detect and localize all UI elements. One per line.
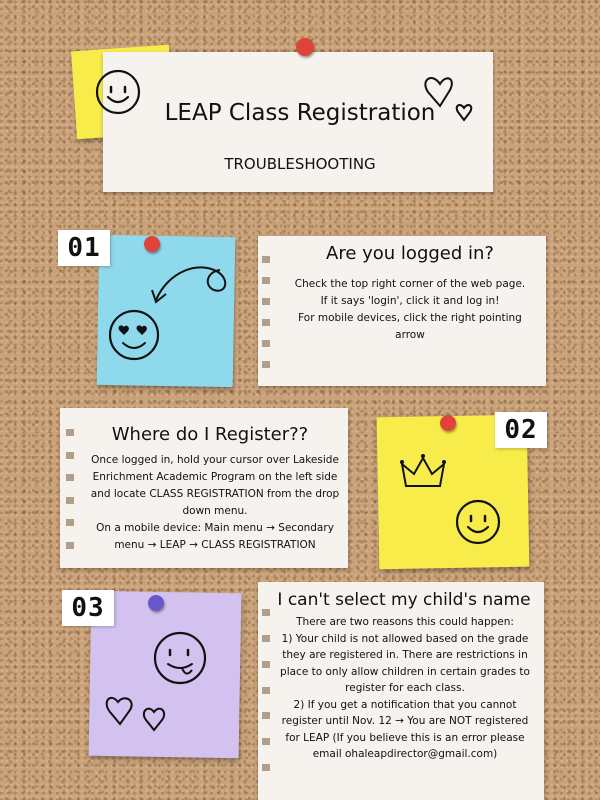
section-paragraph: On a mobile device: Main menu → Secondary menu → LEAP → CLASS REGISTRATION <box>96 522 334 551</box>
page-title: LEAP Class Registration <box>164 100 436 126</box>
section-number: 01 <box>58 230 110 266</box>
tongue-smiley-icon <box>150 628 210 690</box>
pin-icon <box>144 236 160 252</box>
pin-icon <box>440 415 456 431</box>
section-paragraph: Check the top right corner of the web page. If it says 'login', click it and log in! <box>294 278 526 307</box>
section-paragraph: There are two reasons this could happen: <box>296 616 514 628</box>
pin-icon <box>148 595 164 611</box>
crown-icon <box>398 452 448 496</box>
section-number: 02 <box>495 412 547 448</box>
section-title: Are you logged in? <box>326 243 494 264</box>
section-body <box>90 452 340 554</box>
pin-icon <box>296 38 314 56</box>
binder-holes <box>66 414 74 564</box>
smiley-icon <box>452 496 504 548</box>
section-body <box>290 276 530 344</box>
binder-holes <box>262 590 270 790</box>
page-subtitle: TROUBLESHOOTING <box>224 155 376 173</box>
smiley-icon <box>92 66 144 118</box>
section-paragraph: 2) If you get a notification that you cannot register until Nov. 12 → You are NOT registered for LEAP (If you believe this is an error please email ohaleapdirector@gmail.com) <box>281 698 529 760</box>
binder-holes <box>262 242 270 382</box>
section-paragraph: 1) Your child is not allowed based on the grade they are registered in. There are restrictions in place to only allow children in certain grades to register for each class. <box>280 632 530 694</box>
section-paragraph: Once logged in, hold your cursor over Lakeside Enrichment Academic Program on the left side and locate CLASS REGISTRATION from the drop down menu. <box>90 454 340 517</box>
section-title: I can't select my child's name <box>277 590 531 610</box>
section-title: Where do I Register?? <box>111 424 309 445</box>
section-body <box>280 614 530 763</box>
heart-icon <box>104 688 184 738</box>
section-number: 03 <box>62 590 114 626</box>
heart-eyes-smiley-icon <box>104 305 164 365</box>
section-paragraph: For mobile devices, click the right pointing arrow <box>298 312 522 341</box>
heart-icon <box>420 62 480 132</box>
